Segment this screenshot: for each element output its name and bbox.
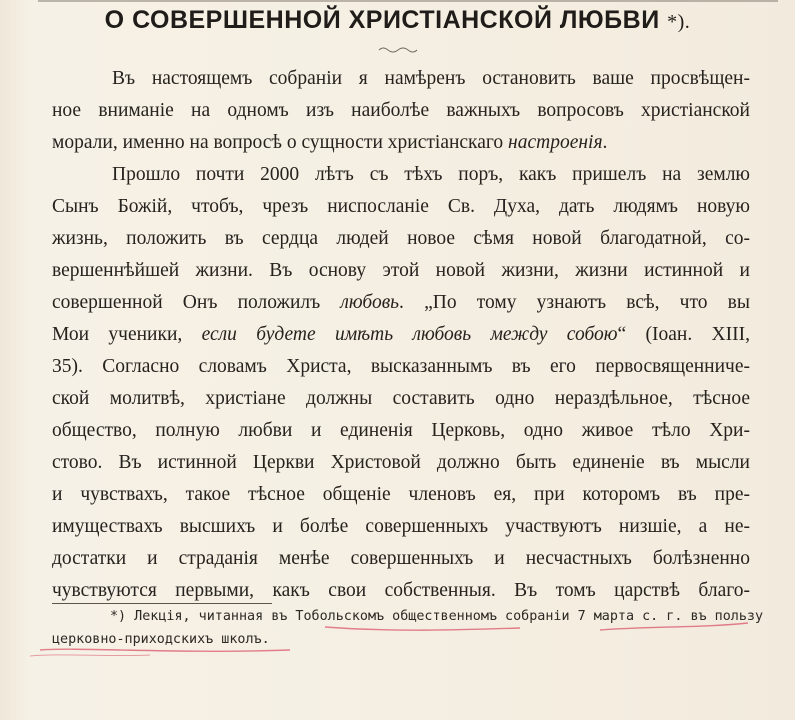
text-line: стово. Въ истинной Церкви Христовой должно быть единеніе въ мысли bbox=[52, 452, 750, 473]
emphasis-text: если будете имѣть любовь между собою bbox=[201, 324, 618, 345]
text-line bbox=[52, 127, 750, 159]
text-line bbox=[52, 287, 750, 319]
text-line: и чувствахъ, такое тѣсное общеніе членовъ ея, при которомъ въ пре- bbox=[52, 484, 750, 505]
text-line: чувствуются первыми, какъ свои собственныя. Въ томъ царствѣ благо- bbox=[52, 580, 750, 601]
text-span: “ (Іоан. XIII, bbox=[617, 324, 750, 345]
text-span: . „По тому узнаютъ всѣ, что вы bbox=[399, 292, 750, 313]
text-line: жизнь, положить въ сердца людей новое сѣмя новой благодатной, со- bbox=[52, 228, 750, 249]
text-line: Въ настоящемъ собраніи я намѣренъ остановить ваше просвѣщен- bbox=[112, 68, 750, 89]
footnote-line: церковно-приходскихъ школъ. bbox=[52, 632, 270, 647]
text-span: морали, именно на вопросѣ о сущности христіанскаго bbox=[52, 132, 509, 153]
text-line: общество, полную любви и единенія Церковь, одно живое тѣло Хри- bbox=[52, 420, 750, 441]
text-line: Сынъ Божій, чтобъ, чрезъ ниспосланіе Св. Духа, дать людямъ новую bbox=[52, 196, 750, 217]
text-span: Мои ученики, bbox=[52, 324, 202, 345]
emphasis-text: любовь bbox=[340, 292, 400, 313]
text-line: вершеннѣйшей жизни. Въ основу этой новой жизни, жизни истинной и bbox=[52, 260, 750, 281]
text-line bbox=[52, 319, 750, 351]
text-span: совершенной Онъ положилъ bbox=[52, 292, 341, 313]
text-line: Прошло почти 2000 лѣтъ съ тѣхъ поръ, какъ пришелъ на землю bbox=[112, 164, 750, 185]
text-line: имуществахъ высшихъ и болѣе совершенныхъ участвуютъ низшіе, а не- bbox=[52, 516, 750, 537]
text-line: достатки и страданія менѣе совершенныхъ и несчастныхъ болѣзненно bbox=[52, 548, 750, 569]
emphasis-text: настроенія bbox=[508, 132, 603, 153]
text-line: ской молитвѣ, христіане должны составить одно нераздѣльное, тѣсное bbox=[52, 388, 750, 409]
footnote-divider bbox=[52, 603, 272, 604]
text-span: . bbox=[602, 132, 608, 153]
heading-footnote-marker: *). bbox=[667, 11, 691, 33]
heading-title: О СОВЕРШЕННОЙ ХРИСТІАНСКОЙ ЛЮБВИ bbox=[104, 6, 660, 34]
text-line: ное вниманіе на одномъ изъ наиболѣе важныхъ вопросовъ христіанской bbox=[52, 100, 750, 121]
footnote-line: *) Лекція, читанная въ Тобольскомъ общественномъ собраніи 7 марта с. г. въ пользу bbox=[110, 609, 764, 624]
text-line: 35). Согласно словамъ Христа, высказаннымъ въ его первосвященниче- bbox=[52, 356, 750, 377]
